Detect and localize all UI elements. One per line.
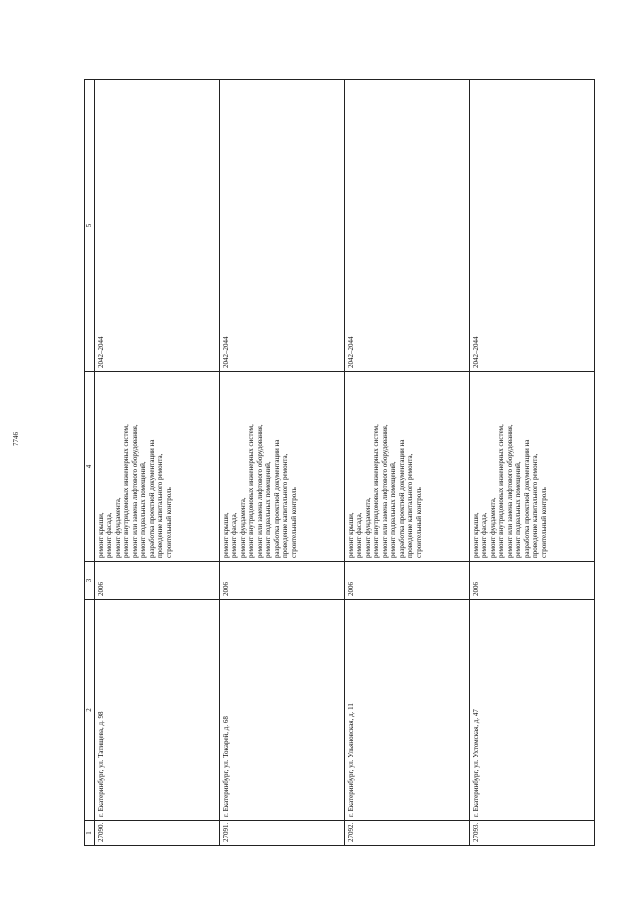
table-row [344,80,469,846]
work-item: ремонт крыши, [221,512,230,558]
work-item: ремонт фасада, [230,512,239,558]
row-number-cell: 27091. [219,821,344,846]
header-col-4: 4 [85,372,95,562]
address-cell: г. Екатеринбург, ул. Ульяновская, д. 11 [344,600,469,821]
work-item: проведение капитального ремонта, [406,453,415,558]
work-item: разработка проектной документации на [522,439,531,558]
header-col-5: 5 [85,80,95,372]
works-cell [344,372,469,562]
repair-schedule-table [84,79,595,846]
work-item: ремонт внутридомовых инженерных систем, [122,424,131,558]
work-item: ремонт фундамента, [238,497,247,558]
work-item: ремонт внутридомовых инженерных систем, [497,424,506,558]
work-item: ремонт подвальных помещений, [264,461,273,558]
table-row [94,80,219,846]
table-row [469,80,594,846]
work-item: разработка проектной документации на [397,439,406,558]
header-col-1: 1 [85,821,95,846]
works-cell [469,372,594,562]
page-number: 7746 [12,432,20,446]
period-cell: 2042–2044 [94,80,219,372]
work-item: ремонт крыши, [96,512,105,558]
work-item: ремонт или замена лифтового оборудования, [505,424,514,558]
work-item: проведение капитального ремонта, [281,453,290,558]
works-cell [94,372,219,562]
work-item: ремонт фундамента, [113,497,122,558]
work-item: ремонт или замена лифтового оборудования, [380,424,389,558]
work-item: ремонт внутридомовых инженерных систем, [372,424,381,558]
repair-schedule-table-wrap [84,80,602,846]
work-item: ремонт или замена лифтового оборудования, [130,424,139,558]
works-cell [219,372,344,562]
work-item: ремонт фасада, [105,512,114,558]
work-item: ремонт внутридомовых инженерных систем, [247,424,256,558]
row-number-cell: 27093. [469,821,594,846]
work-item: строительный контроль [289,487,298,558]
work-item: ремонт или замена лифтового оборудования, [255,424,264,558]
year-cell: 2006 [469,562,594,600]
header-row [85,80,95,846]
work-item: ремонт подвальных помещений, [514,461,523,558]
work-item: ремонт фасада, [355,512,364,558]
address-cell: г. Екатеринбург, ул. Токарей, д. 68 [219,600,344,821]
work-item: строительный контроль [414,487,423,558]
row-number-cell: 27090. [94,821,219,846]
table-body [94,80,594,846]
work-item: ремонт крыши, [346,512,355,558]
work-item: разработка проектной документации на [147,439,156,558]
table-row [219,80,344,846]
year-cell: 2006 [219,562,344,600]
address-cell: г. Екатеринбург, ул. Татищева, д. 98 [94,600,219,821]
work-item: ремонт фасада, [480,512,489,558]
work-item: проведение капитального ремонта, [156,453,165,558]
period-cell: 2042–2044 [219,80,344,372]
work-item: строительный контроль [539,487,548,558]
work-item: ремонт фундамента, [363,497,372,558]
work-item: разработка проектной документации на [272,439,281,558]
header-col-3: 3 [85,562,95,600]
period-cell: 2042–2044 [469,80,594,372]
work-item: ремонт подвальных помещений, [139,461,148,558]
work-item: ремонт крыши, [471,512,480,558]
period-cell: 2042–2044 [344,80,469,372]
work-item: проведение капитального ремонта, [531,453,540,558]
year-cell: 2006 [94,562,219,600]
year-cell: 2006 [344,562,469,600]
header-col-2: 2 [85,600,95,821]
row-number-cell: 27092. [344,821,469,846]
work-item: ремонт подвальных помещений, [389,461,398,558]
address-cell: г. Екатеринбург, ул. Ухтомская, д. 47 [469,600,594,821]
work-item: ремонт фундамента, [488,497,497,558]
work-item: строительный контроль [164,487,173,558]
